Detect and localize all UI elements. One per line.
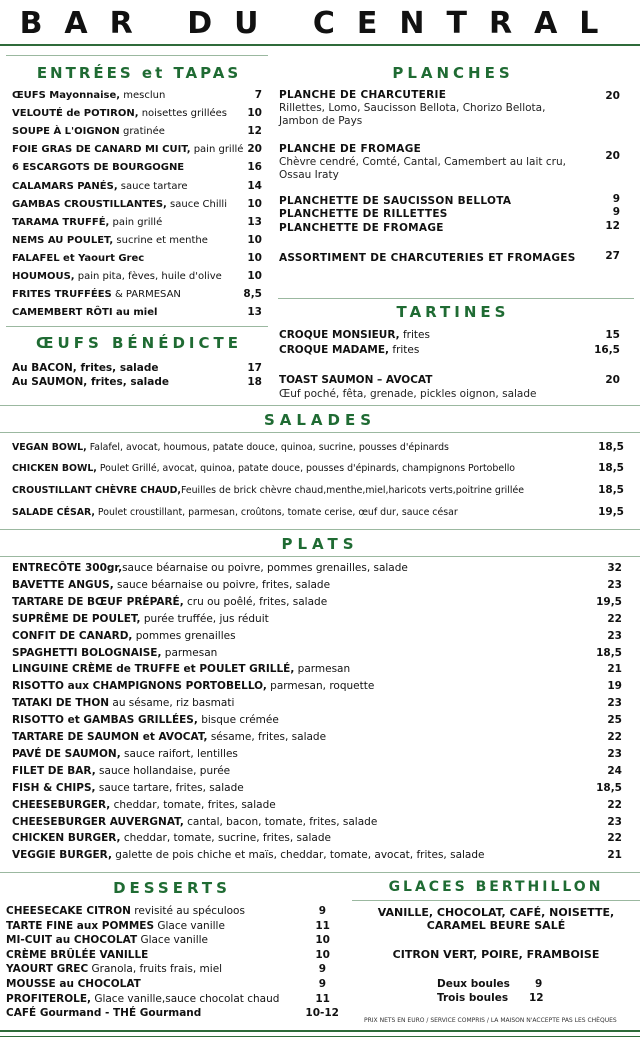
planches-item-price: 12	[605, 220, 620, 232]
planches-item-price: 27	[605, 250, 620, 262]
desserts-item	[6, 920, 225, 933]
plats-item-description: parmesan, roquette	[266, 680, 375, 693]
entrees-item	[12, 288, 181, 301]
plats-item-price: 21	[607, 849, 622, 862]
entrees-item-name: TARAMA TRUFFÉ,	[12, 216, 110, 228]
tartines-item-price: 15	[605, 329, 620, 341]
plats-item-name: CHICKEN BURGER,	[12, 832, 121, 845]
plats-item	[12, 731, 326, 744]
plats-item-name: ENTRECÔTE 300gr,	[12, 562, 123, 574]
planches-item-price: 20	[605, 150, 620, 162]
oeufs-item-price: 18	[247, 376, 262, 388]
desserts-item-description: Glace vanille,sauce chocolat chaud	[90, 992, 280, 1005]
entrees-item	[12, 216, 162, 229]
entrees-item-price: 10	[247, 251, 262, 264]
oeufs-item: Au SAUMON, frites, salade	[12, 376, 169, 388]
glaces-heading: GLACES BERTHILLON	[388, 879, 604, 895]
tartines-heading: TARTINES	[396, 303, 510, 321]
entrees-item-price: 7	[254, 89, 262, 101]
desserts-item-description: revisité au spéculoos	[130, 905, 245, 917]
plats-item-description: galette de pois chiche et maïs, cheddar, tomate, avocat, frites, salade	[111, 849, 485, 862]
oeufs-item: Au BACON, frites, salade	[12, 362, 159, 374]
divider	[6, 326, 268, 327]
entrees-item	[12, 89, 165, 102]
entrees-item-price: 16	[247, 161, 262, 174]
plats-item-price: 22	[607, 832, 622, 845]
entrees-item-price: 10	[247, 270, 262, 282]
planches-item-description: Chèvre cendré, Comté, Cantal, Camembert au lait cru,	[279, 156, 566, 168]
salades-item-price: 18,5	[598, 484, 624, 496]
entrees-item-name: HOUMOUS,	[12, 271, 75, 282]
planches-item-description: Rillettes, Lomo, Saucisson Bellota, Chorizo Bellota,	[279, 102, 546, 114]
salades-item-description: Falafel, avocat, houmous, patate douce, quinoa, sucrine, pousses d'épinards	[86, 442, 449, 453]
plats-item-description: cheddar, tomate, sucrine, frites, salade	[120, 832, 331, 845]
plats-item	[12, 680, 374, 693]
plats-item-price: 23	[607, 815, 622, 828]
planches-item-price: 20	[605, 90, 620, 102]
divider	[0, 1030, 640, 1032]
salades-item-price: 19,5	[598, 506, 624, 518]
entrees-item	[12, 143, 243, 156]
planches-item-price: 9	[612, 206, 620, 218]
tartines-item-name: CROQUE MONSIEUR,	[279, 329, 400, 341]
tartines-item	[279, 374, 432, 387]
entrees-item-description: & PARMESAN	[111, 289, 181, 301]
divider	[0, 872, 640, 873]
divider	[0, 529, 640, 530]
desserts-item-name: YAOURT GREC	[6, 963, 89, 976]
divider	[0, 432, 640, 433]
oeufs-heading: ŒUFS BÉNÉDICTE	[36, 334, 242, 352]
divider	[0, 1036, 640, 1037]
desserts-item-price: 9	[318, 905, 326, 917]
plats-item-price: 22	[607, 731, 622, 743]
divider	[278, 298, 634, 299]
entrees-item-name: 6 ESCARGOTS DE BOURGOGNE	[12, 162, 185, 174]
divider	[352, 900, 640, 901]
entrees-item	[12, 107, 227, 120]
salades-item-description: Poulet croustillant, parmesan, croûtons, tomate cerise, œuf dur, sauce césar	[94, 507, 458, 518]
desserts-item-name: PROFITEROLE,	[6, 992, 91, 1005]
plats-item-name: TARTARE DE BŒUF PRÉPARÉ,	[12, 595, 184, 608]
plats-item-name: SPAGHETTI BOLOGNAISE,	[12, 646, 162, 659]
planches-item-name: PLANCHETTE DE SAUCISSON BELLOTA	[279, 195, 512, 207]
plats-item-price: 18,5	[596, 646, 622, 659]
entrees-item	[12, 306, 157, 319]
plats-item-name: RISOTTO et GAMBAS GRILLÉES,	[12, 714, 198, 727]
entrees-item-price: 13	[247, 215, 262, 228]
plats-item	[12, 782, 244, 795]
desserts-item-price: 10	[315, 948, 330, 961]
plats-item	[12, 765, 230, 778]
plats-item-price: 19,5	[596, 595, 622, 608]
plats-item-name: CONFIT DE CANARD,	[12, 629, 133, 642]
entrees-item	[12, 161, 184, 174]
entrees-item	[12, 270, 222, 283]
plats-item	[12, 663, 350, 676]
salades-item-name: SALADE CÉSAR,	[12, 507, 95, 518]
entrees-item-price: 10	[247, 107, 262, 120]
plats-item-name: CHEESEBURGER AUVERGNAT,	[12, 815, 184, 828]
salades-item-name: CROUSTILLANT CHÈVRE CHAUD,	[12, 485, 181, 496]
desserts-item	[6, 993, 279, 1006]
planches-heading: PLANCHES	[392, 64, 514, 82]
salades-item-description: Feuilles de brick chèvre chaud,menthe,miel,haricots verts,poitrine grillée	[180, 485, 525, 496]
entrees-item-description: pain pita, fèves, huile d'olive	[74, 271, 222, 282]
entrees-item	[12, 234, 208, 247]
entrees-item-description: mesclun	[120, 90, 166, 101]
plats-item-description: parmesan	[161, 646, 218, 659]
plats-item	[12, 832, 331, 845]
entrees-item-description: sauce tartare	[117, 180, 188, 192]
desserts-item-description: Granola, fruits frais, miel	[88, 963, 223, 976]
entrees-item-price: 10	[247, 197, 262, 210]
tartines-item-name: TOAST SAUMON – AVOCAT	[279, 374, 433, 386]
tartines-item-price: 20	[605, 374, 620, 386]
planches-item-name: PLANCHE DE FROMAGE	[279, 143, 422, 155]
plats-item-description: sauce tartare, frites, salade	[95, 781, 244, 794]
plats-item	[12, 630, 236, 643]
plats-item-name: FILET DE BAR,	[12, 764, 96, 777]
entrees-item-description: gratinée	[119, 126, 165, 138]
glaces-flavors-line3: CITRON VERT, POIRE, FRAMBOISE	[392, 948, 600, 961]
salades-heading: SALADES	[263, 411, 377, 429]
plats-item-name: SUPRÊME DE POULET,	[12, 612, 141, 625]
desserts-item-name: CRÈME BRÛLÉE VANILLE	[6, 948, 149, 961]
plats-item-name: TARTARE DE SAUMON et AVOCAT,	[12, 731, 208, 743]
planches-item-name: PLANCHETTE DE RILLETTES	[279, 208, 448, 220]
plats-item-description: sauce raifort, lentilles	[120, 747, 238, 760]
salades-item	[12, 462, 515, 475]
plats-item-price: 22	[607, 612, 622, 625]
plats-item	[12, 562, 408, 575]
entrees-item-name: GAMBAS CROUSTILLANTES,	[12, 198, 167, 210]
divider	[0, 405, 640, 406]
tartines-item-description: Œuf poché, fêta, grenade, pickles oignon, salade	[279, 388, 537, 400]
entrees-item-name: VELOUTÉ de POTIRON,	[12, 108, 139, 120]
plats-item-description: cantal, bacon, tomate, frites, salade	[183, 815, 378, 828]
planches-item-description: Ossau Iraty	[279, 169, 339, 181]
plats-item-name: PAVÉ DE SAUMON,	[12, 747, 121, 760]
oeufs-item-price: 17	[247, 362, 262, 374]
salades-item	[12, 506, 458, 519]
plats-item-name: VEGGIE BURGER,	[12, 849, 112, 862]
tartines-item-name: CROQUE MADAME,	[279, 344, 390, 356]
planches-item-name: ASSORTIMENT DE CHARCUTERIES ET FROMAGES	[279, 252, 576, 264]
salades-item-name: VEGAN BOWL,	[12, 442, 87, 453]
entrees-item-name: CALAMARS PANÉS,	[12, 180, 118, 192]
plats-item-price: 19	[607, 680, 622, 693]
plats-item	[12, 697, 234, 710]
plats-item-name: LINGUINE CRÈME de TRUFFE et POULET GRILLÉ,	[12, 663, 295, 676]
entrees-item-description: pain grillé	[109, 216, 163, 228]
desserts-heading: DESSERTS	[113, 879, 231, 897]
planches-item-description: Jambon de Pays	[279, 115, 363, 127]
desserts-item-price: 10	[315, 934, 330, 947]
plats-item-price: 18,5	[596, 781, 622, 794]
tartines-item-price: 16,5	[594, 344, 620, 356]
plats-item	[12, 596, 327, 609]
tartines-item	[279, 329, 430, 342]
plats-item	[12, 816, 377, 829]
glaces-trois-label: Trois boules	[437, 992, 509, 1004]
desserts-item	[6, 949, 148, 962]
glaces-flavors-line2: CARAMEL BEURE SALÉ	[426, 919, 566, 932]
plats-item	[12, 647, 217, 660]
desserts-item-price: 11	[315, 992, 330, 1005]
divider	[6, 55, 268, 56]
entrees-item	[12, 252, 144, 265]
desserts-item-name: TARTE FINE aux POMMES	[6, 919, 155, 932]
plats-item	[12, 799, 276, 812]
plats-item	[12, 613, 269, 626]
divider	[0, 556, 640, 557]
entrees-item-name: FOIE GRAS DE CANARD MI CUIT,	[12, 144, 191, 156]
plats-item-description: au sésame, riz basmati	[109, 697, 235, 710]
plats-item-price: 23	[607, 697, 622, 710]
plats-item	[12, 714, 279, 727]
planches-item-name: PLANCHE DE CHARCUTERIE	[279, 89, 447, 101]
glaces-deux-label: Deux boules	[437, 978, 510, 990]
plats-item-description: bisque crémée	[197, 714, 279, 727]
plats-item-description: cru ou poêlé, frites, salade	[183, 595, 328, 608]
plats-item-description: pommes grenailles	[132, 629, 236, 642]
glaces-flavors-line1: VANILLE, CHOCOLAT, CAFÉ, NOISETTE,	[377, 906, 615, 919]
divider	[0, 44, 640, 46]
plats-item-price: 22	[607, 798, 622, 811]
entrees-item-name: FALAFEL et Yaourt Grec	[12, 252, 145, 264]
desserts-item-name: MOUSSE au CHOCOLAT	[6, 978, 141, 990]
desserts-item-name: CHEESECAKE CITRON	[6, 905, 131, 917]
tartines-item-description: frites	[399, 329, 430, 341]
plats-item-description: sauce hollandaise, purée	[95, 764, 231, 777]
entrees-item-description: sauce Chilli	[166, 198, 227, 210]
plats-item	[12, 748, 238, 761]
entrees-item-price: 12	[247, 125, 262, 138]
entrees-item-name: SOUPE À L'OIGNON	[12, 126, 120, 138]
plats-item	[12, 849, 485, 862]
desserts-item-price: 9	[318, 963, 326, 976]
desserts-item-price: 11	[315, 919, 330, 932]
desserts-item	[6, 1007, 201, 1020]
planches-item-price: 9	[612, 193, 620, 205]
glaces-trois-price: 12	[529, 992, 544, 1004]
entrees-item	[12, 125, 165, 138]
plats-item-description: sauce béarnaise ou poivre, pommes grenailles, salade	[122, 562, 408, 574]
entrees-item-description: noisettes grillées	[138, 108, 227, 120]
plats-item-description: sauce béarnaise ou poivre, frites, salade	[113, 578, 331, 591]
entrees-heading: ENTRÉES et TAPAS	[36, 64, 242, 82]
desserts-item-description: Glace vanille	[154, 919, 225, 932]
entrees-item-price: 20	[247, 143, 262, 156]
entrees-item	[12, 198, 227, 211]
salades-item-description: Poulet Grillé, avocat, quinoa, patate douce, pousses d'épinards, champignons Portobello	[96, 463, 516, 474]
plats-item-name: TATAKI DE THON	[12, 697, 110, 710]
plats-item-name: FISH & CHIPS,	[12, 781, 96, 794]
salades-item-price: 18,5	[598, 441, 624, 453]
entrees-item-name: CAMEMBERT RÔTI au miel	[12, 307, 158, 319]
salades-item-price: 18,5	[598, 462, 624, 474]
desserts-item	[6, 905, 245, 918]
footer-note: PRIX NETS EN EURO / SERVICE COMPRIS / LA MAISON N'ACCEPTE PAS LES CHÈQUES	[364, 1017, 617, 1024]
plats-item-name: RISOTTO aux CHAMPIGNONS PORTOBELLO,	[12, 680, 267, 693]
tartines-item-description: frites	[389, 344, 420, 356]
entrees-item	[12, 180, 188, 193]
glaces-deux-price: 9	[535, 978, 543, 990]
entrees-item-price: 8,5	[243, 288, 262, 301]
plats-item-price: 21	[607, 663, 622, 676]
plats-item-price: 25	[607, 714, 622, 727]
entrees-item-price: 14	[247, 179, 262, 192]
entrees-item-name: ŒUFS Mayonnaise,	[12, 90, 121, 101]
plats-item	[12, 579, 330, 592]
desserts-item	[6, 978, 141, 991]
desserts-item-description: Glace vanille	[137, 934, 209, 947]
entrees-item-description: pain grillé	[190, 144, 244, 156]
desserts-item-price: 9	[318, 978, 326, 990]
plats-item-price: 24	[607, 764, 622, 777]
desserts-item	[6, 934, 208, 947]
plats-item-description: sésame, frites, salade	[207, 731, 327, 743]
entrees-item-price: 13	[247, 306, 262, 319]
salades-item-name: CHICKEN BOWL,	[12, 463, 97, 474]
planches-item-name: PLANCHETTE DE FROMAGE	[279, 222, 444, 234]
tartines-item	[279, 344, 419, 357]
salades-item	[12, 441, 449, 454]
plats-item-name: CHEESEBURGER,	[12, 798, 111, 811]
plats-item-description: cheddar, tomate, frites, salade	[110, 798, 276, 811]
entrees-item-description: sucrine et menthe	[113, 234, 208, 246]
entrees-item-name: NEMS AU POULET,	[12, 234, 114, 246]
salades-item	[12, 484, 524, 497]
desserts-item	[6, 963, 222, 976]
plats-item-price: 23	[607, 578, 622, 591]
plats-item-price: 23	[607, 747, 622, 760]
desserts-item-price: 10-12	[305, 1007, 339, 1020]
entrees-item-name: FRITES TRUFFÉES	[12, 289, 112, 301]
plats-item-description: parmesan	[294, 663, 351, 676]
page-title: BAR DU CENTRAL	[19, 6, 621, 41]
plats-item-description: purée truffée, jus réduit	[140, 612, 269, 625]
desserts-item-name: CAFÉ Gourmand - THÉ Gourmand	[6, 1007, 202, 1020]
desserts-item-name: MI-CUIT au CHOCOLAT	[6, 934, 138, 947]
plats-item-name: BAVETTE ANGUS,	[12, 578, 114, 591]
entrees-item-price: 10	[247, 233, 262, 246]
plats-item-price: 32	[607, 562, 622, 574]
plats-item-price: 23	[607, 629, 622, 642]
plats-heading: PLATS	[281, 535, 359, 553]
